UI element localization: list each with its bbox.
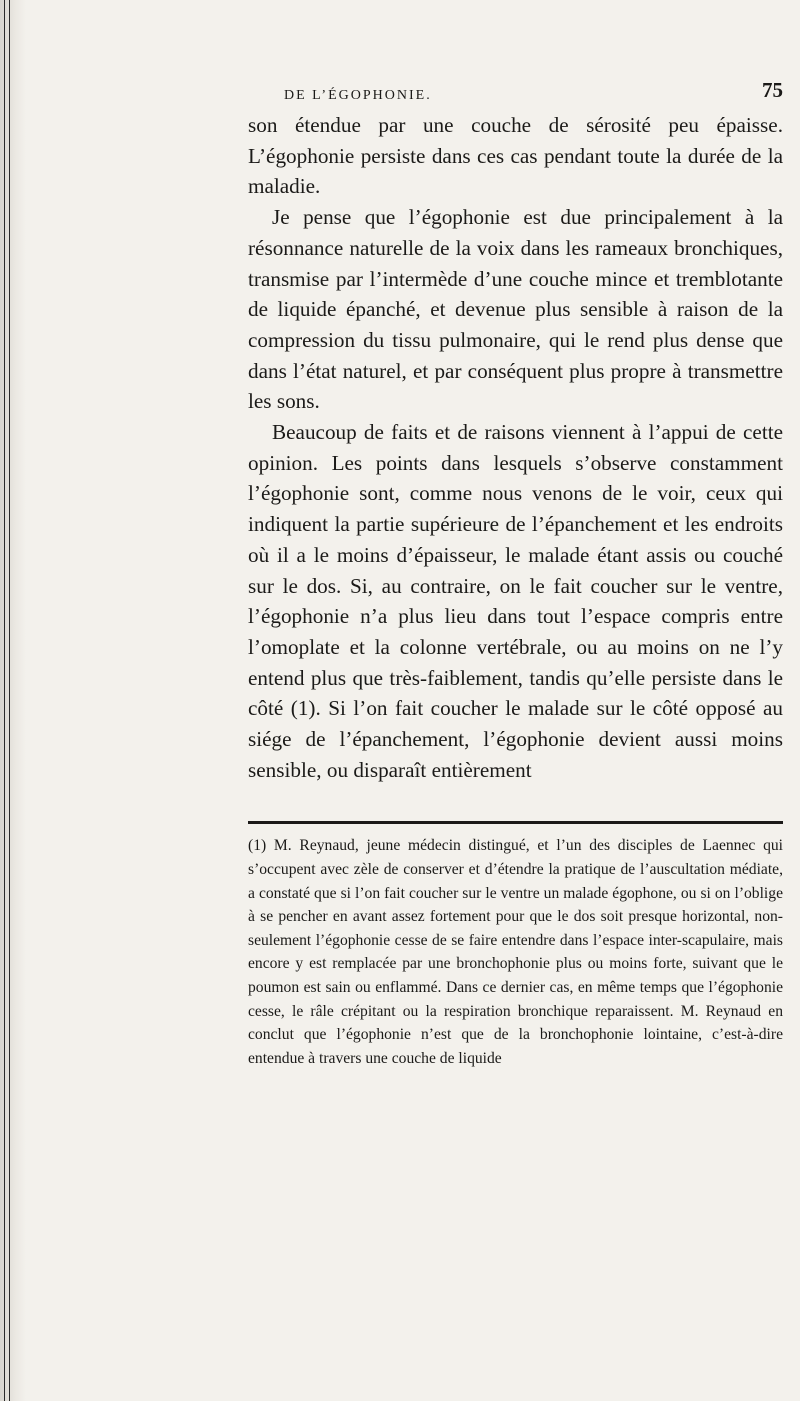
- body-text: [248, 110, 783, 785]
- paragraph: Je pense que l’égophonie est due principalement à la résonnance naturelle de la voix dans les rameaux bronchiques, transmise par l’intermède d’une couche mince et tremblotante de liquide épanché, et devenue plus sensible à raison de la compression du tissu pulmonaire, qui le rend plus dense que dans l’état naturel, et par conséquent plus propre à transmettre les sons.: [248, 205, 783, 414]
- running-head: DE L’ÉGOPHONIE.: [284, 88, 432, 103]
- paragraph: son étendue par une couche de sérosité peu épaisse. L’égophonie persiste dans ces cas pendant toute la durée de la maladie.: [248, 113, 783, 199]
- book-binding-edge: [0, 0, 26, 1401]
- page-number: 75: [762, 78, 783, 102]
- binding-line: [9, 0, 10, 1401]
- book-page: [248, 80, 783, 1070]
- footnote: (1) M. Reynaud, jeune médecin distingué, et l’un des disciples de Laennec qui s’occupent avec zèle de conserver et d’étendre la pratique de l’auscultation médiate, a constaté que si l’on fait coucher sur le ventre un malade égophone, ou si on l’oblige à se pencher en avant assez fortement pour que le dos soit presque horizontal, non-seulement l’égophonie cesse de se faire entendre dans l’espace inter-scapulaire, mais encore y est remplacée par une bronchophonie plus ou moins forte, suivant que le poumon est sain ou enflammé. Dans ce dernier cas, en même temps que l’égophonie cesse, le râle crépitant ou la respiration bronchique reparaissent. M. Reynaud en conclut que l’égophonie n’est que de la bronchophonie lointaine, c’est-à-dire entendue à travers une couche de liquide: [248, 837, 783, 1067]
- binding-line: [4, 0, 5, 1401]
- footnote-rule: [248, 821, 783, 824]
- paragraph: Beaucoup de faits et de raisons viennent à l’appui de cette opinion. Les points dans lesquels s’observe constamment l’égophonie sont, comme nous venons de le voir, ceux qui indiquent la partie supérieure de l’épanchement et les endroits où il a le moins d’épaisseur, le malade étant assis ou couché sur le dos. Si, au contraire, on le fait coucher sur le ventre, l’égophonie n’a plus lieu dans tout l’espace compris entre l’omoplate et la colonne vertébrale, ou au moins on ne l’y entend plus que très-faiblement, tandis qu’elle persiste dans le côté (1). Si l’on fait coucher le malade sur le côté opposé au siége de l’épanchement, l’égophonie devient aussi moins sensible, ou disparaît entièrement: [248, 420, 783, 782]
- page-header: [248, 80, 783, 110]
